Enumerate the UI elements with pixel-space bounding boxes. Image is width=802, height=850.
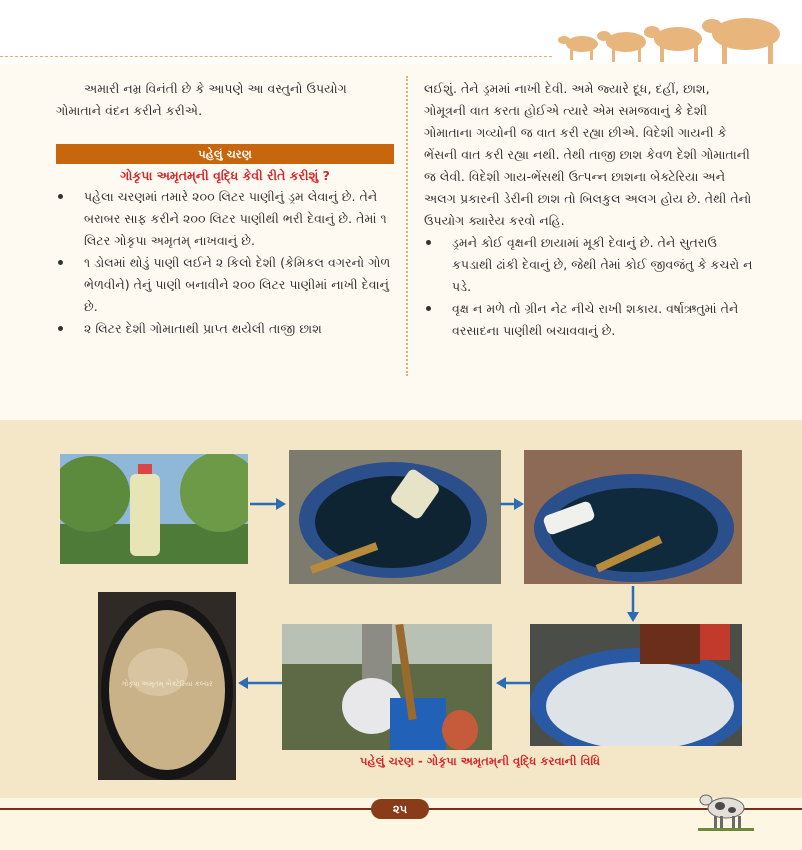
photo-bottle <box>60 454 248 564</box>
photo-pouring-1 <box>289 450 501 584</box>
intro-paragraph: અમારી નમ્ર વિનંતી છે કે આપણે આ વસ્તુનો ઉપયોગ ગોમાતાને વંદન કરીને કરીએ. <box>56 81 347 118</box>
left-column <box>56 78 394 340</box>
header-dashed-rule <box>0 56 552 57</box>
list-item <box>424 298 754 342</box>
bullet-text: પહેલા ચરણમાં તમારે ૨૦૦ લિટર પાણીનું ડ્રમ લેવાનું છે. તેને બરાબર સાફ કરીને ૨૦૦ લિટર પાણીથી ભરી દેવાનું છે. તેમાં ૧ લિટર ગોકૃપા અમૃતમ્ નાખવાનું છે. <box>84 189 387 248</box>
bullet-icon <box>58 326 63 331</box>
arrow-right-icon <box>250 497 286 511</box>
bullet-text: વૃક્ષ ન મળે તો ગ્રીન નેટ નીચે રાખી શકાય. વર્ષાઋતુમાં તેને વરસાદના પાણીથી બચાવવાનું છે. <box>452 301 739 338</box>
photo-pouring-2 <box>524 450 742 584</box>
arrow-left-icon <box>496 676 530 690</box>
bullet-text: ડ્રમને કોઈ વૃક્ષની છાયામાં મૂકી દેવાનું છે. તેને સુતરાઉ કપડાથી ઢાંકી દેવાનું છે, જેથી તેમાં કોઈ જીવજંતુ કે કચરો ન પડે. <box>452 235 753 294</box>
left-bullet-list <box>56 186 394 340</box>
list-item <box>56 318 394 340</box>
bullet-icon <box>426 306 431 311</box>
list-item <box>424 232 754 298</box>
list-item <box>56 252 394 318</box>
bullet-icon <box>58 260 63 265</box>
photo-overlay-label: ગોકૃપા અમૃતમ્ બેક્ટેરિયા કલ્ચર <box>121 680 213 688</box>
figure-caption: પહેલું ચરણ - ગોકૃપા અમૃતમ્‌ની વૃદ્ધિ કરવાની વિધિ <box>360 754 601 768</box>
page-number: ૨૫ <box>371 799 429 819</box>
photo-culture <box>98 592 236 780</box>
continuation-paragraph: લઈશું. તેને ડ્રમમાં નાખી દેવી. અમે જ્યારે દૂધ, દહીં, છાશ, ગોમૂત્રની વાત કરતા હોઈએ ત્યારે એમ સમજવાનું કે દેશી ગોમાતાના ગવ્યોની જ વાત કરી રહ્યા છીએ. વિદેશી ગાયની કે ભેંસની વાત કરી રહ્યા નથી. તેથી તાજી છાશ કેવળ દેશી ગોમાતાની જ લેવી. વિદેશી ગાય-ભેંસથી ઉત્પન્ન છાશના બેક્ટેરિયા અને અલગ પ્રકારની ડેરીની છાશ તો બિલકુલ અલગ હોય છે. તેથી તેનો ઉપયોગ ક્યારેય કરવો નહિ. <box>424 81 752 228</box>
photo-pouring-3 <box>530 624 742 746</box>
cow-icon <box>698 782 754 834</box>
bullet-text: ૧ ડોલમાં થોડું પાણી લઈને ૨ કિલો દેશી (કેમિકલ વગરનો ગોળ ભેળવીને) તેનું પાણી બનાવીને ૨૦૦ લિટર પાણીમાં નાખી દેવાનું છે. <box>84 255 391 314</box>
bullet-icon <box>426 240 431 245</box>
bullet-text: ૨ લિટર દેશી ગોમાતાથી પ્રાપ્ત થયેલી તાજી છાશ <box>84 321 322 336</box>
arrow-right-icon <box>500 497 524 511</box>
right-column <box>424 78 754 342</box>
cows-illustration <box>556 6 802 66</box>
list-item <box>56 186 394 252</box>
photo-stirring <box>282 624 492 750</box>
bullet-icon <box>58 194 63 199</box>
arrow-left-icon <box>238 676 282 690</box>
column-divider <box>406 76 408 376</box>
section-subheading: ગોકૃપા અમૃતમ્‌ની વૃદ્ધિ કેવી રીતે કરીશું ? <box>120 168 330 183</box>
right-bullet-list <box>424 232 754 342</box>
section-heading: પહેલું ચરણ <box>56 144 394 164</box>
arrow-down-icon <box>626 586 640 622</box>
